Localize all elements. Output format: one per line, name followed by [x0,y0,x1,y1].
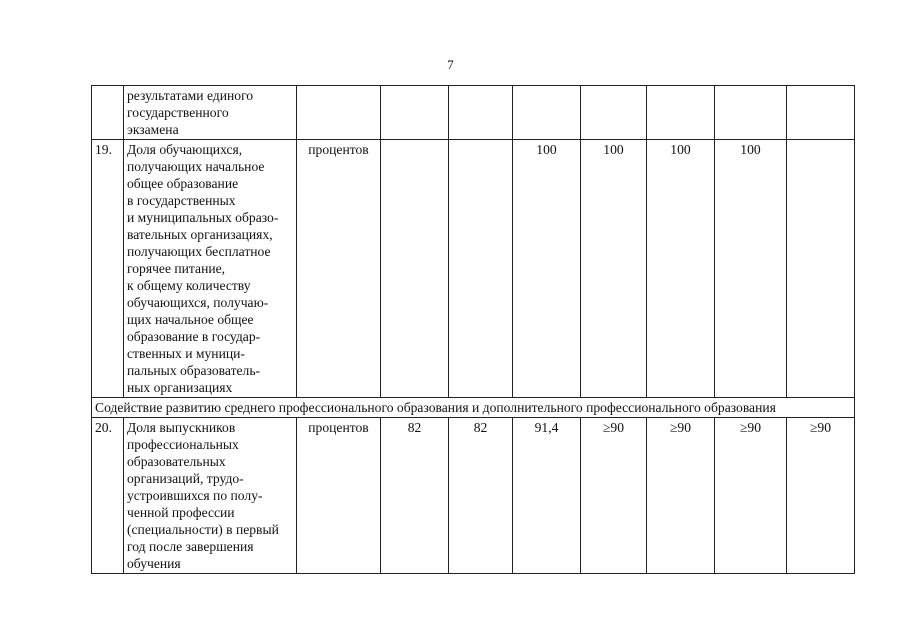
value-cell: ≥90 [647,418,715,574]
description-line: получающих бесплатное [127,244,271,259]
row-description [124,86,297,140]
value-cell [715,86,787,140]
description-line: экзамена [127,122,179,137]
row-description [124,140,297,398]
row-description [124,418,297,574]
description-line: в государственных [127,193,236,208]
description-line: обучения [127,556,181,571]
value-cell: ≥90 [581,418,647,574]
row-unit [297,86,381,140]
description-line: ных организациях [127,380,233,395]
value-cell [513,86,581,140]
description-line: организаций, трудо- [127,471,244,486]
row-number: 20. [92,418,124,574]
value-cell: 100 [581,140,647,398]
description-line: профессиональных [127,437,239,452]
value-cell [647,86,715,140]
value-cell: 100 [715,140,787,398]
description-line: образовательных [127,454,226,469]
description-line: образование в государ- [127,329,261,344]
value-cell [787,140,855,398]
value-cell: 91,4 [513,418,581,574]
section-row [92,398,855,418]
table-row [92,418,855,574]
description-line: ственных и муници- [127,346,245,361]
row-unit: процентов [297,418,381,574]
description-line: устроившихся по полу- [127,488,263,503]
table-body [92,86,855,574]
description-line: Доля выпускников [127,420,236,435]
description-line: обучающихся, получаю- [127,295,269,310]
value-cell: 100 [513,140,581,398]
value-cell: ≥90 [787,418,855,574]
row-number [92,86,124,140]
indicator-table [91,85,855,574]
description-line: ченной профессии [127,505,235,520]
description-line: вательных организациях, [127,227,273,242]
value-cell [581,86,647,140]
description-line: к общему количеству [127,278,251,293]
description-line: (специальности) в первый [127,522,279,537]
description-line: Доля обучающихся, [127,142,243,157]
section-title: Содействие развитию среднего профессионального образования и дополнительного профессионального образования [92,398,855,418]
table-row [92,140,855,398]
value-cell: 82 [381,418,449,574]
description-line: пальных образователь- [127,363,261,378]
page-number: 7 [447,57,454,72]
value-cell: 100 [647,140,715,398]
value-cell [449,140,513,398]
description-line: получающих начальное [127,159,265,174]
description-line: щих начальное общее [127,312,254,327]
value-cell [449,86,513,140]
description-line: год после завершения [127,539,254,554]
table-row [92,86,855,140]
description-line: общее образование [127,176,239,191]
description-line: и муниципальных образо- [127,210,279,225]
value-cell: ≥90 [715,418,787,574]
value-cell [381,86,449,140]
description-line: горячее питание, [127,261,226,276]
description-line: результатами единого [127,88,254,103]
value-cell: 82 [449,418,513,574]
description-line: государственного [127,105,229,120]
value-cell [787,86,855,140]
row-number: 19. [92,140,124,398]
value-cell [381,140,449,398]
row-unit: процентов [297,140,381,398]
